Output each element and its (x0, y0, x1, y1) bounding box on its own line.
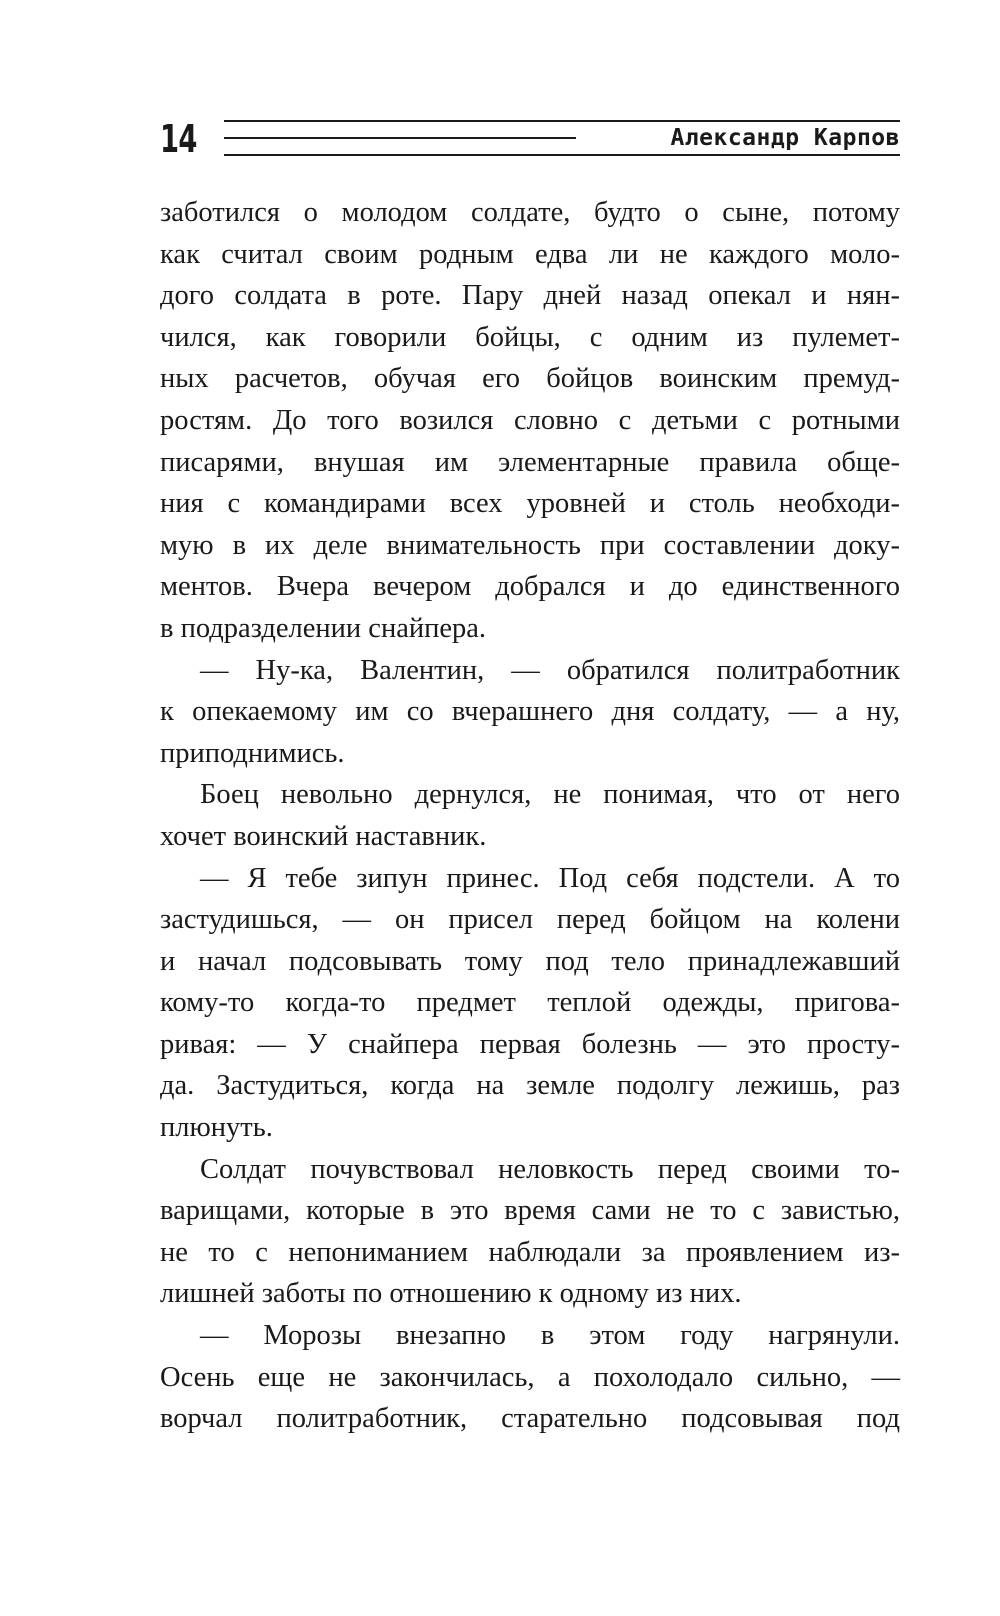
text-line: плюнуть. (160, 1112, 273, 1144)
text-line: ментов. Вчера вечером добрался и до единственного (160, 571, 900, 603)
text-line: хочет воинский наставник. (160, 820, 487, 852)
text-line: варищами, которые в это время сами не то с завистью, (160, 1195, 900, 1227)
text-line: в подразделении снайпера. (160, 612, 487, 644)
page-number: 14 (160, 117, 197, 161)
header-rule-middle (224, 137, 576, 139)
running-header (160, 118, 900, 160)
text-line: ных расчетов, обучая его бойцов воинским премуд- (160, 363, 900, 395)
text-line: как считал своим родным едва ли не каждого моло- (160, 238, 900, 270)
text-line: Солдат почувствовал неловкость перед своими то- (200, 1153, 900, 1185)
text-line: не то с непониманием наблюдали за проявлением из- (160, 1236, 900, 1268)
text-line: заботился о молодом солдате, будто о сыне, потому (160, 197, 900, 228)
body-text (160, 192, 900, 1440)
header-rules (224, 120, 900, 156)
text-line: — Ну-ка, Валентин, — обратился политработник (200, 654, 900, 686)
text-line: ворчал политработник, старательно подсовывая под (160, 1403, 900, 1435)
author-name: Александр Карпов (670, 125, 900, 151)
text-line: Осень еще не закончилась, а похолодало сильно, — (160, 1361, 900, 1393)
header-rule-top (224, 120, 900, 122)
text-line: и начал подсовывать тому под тело принадлежавший (160, 945, 900, 977)
text-line: — Я тебе зипун принес. Под себя подстели. А то (200, 862, 900, 894)
header-rule-bottom (224, 154, 900, 156)
text-line: ростям. До того возился словно с детьми с ротными (160, 404, 900, 436)
text-line: — Морозы внезапно в этом году нагрянули. (200, 1320, 900, 1352)
text-line: да. Застудиться, когда на земле подолгу лежишь, раз (160, 1070, 900, 1102)
text-line: лишней заботы по отношению к одному из них. (160, 1278, 742, 1310)
text-line: ривая: — У снайпера первая болезнь — это просту- (160, 1028, 900, 1060)
text-line: ния с командирами всех уровней и столь необходи- (160, 488, 900, 520)
text-line: дого солдата в роте. Пару дней назад опекал и нян- (160, 280, 900, 312)
text-line: чился, как говорили бойцы, с одним из пулемет- (160, 321, 900, 353)
text-line: мую в их деле внимательность при составлении доку- (160, 529, 900, 561)
text-line: Боец невольно дернулся, не понимая, что от него (200, 779, 900, 811)
text-line: писарями, внушая им элементарные правила обще- (160, 446, 900, 478)
text-line: застудишься, — он присел перед бойцом на колени (160, 904, 900, 936)
text-line: кому-то когда-то предмет теплой одежды, пригова- (160, 987, 900, 1019)
text-line: к опекаемому им со вчерашнего дня солдату, — а ну, (160, 696, 900, 728)
text-line: приподнимись. (160, 737, 345, 769)
